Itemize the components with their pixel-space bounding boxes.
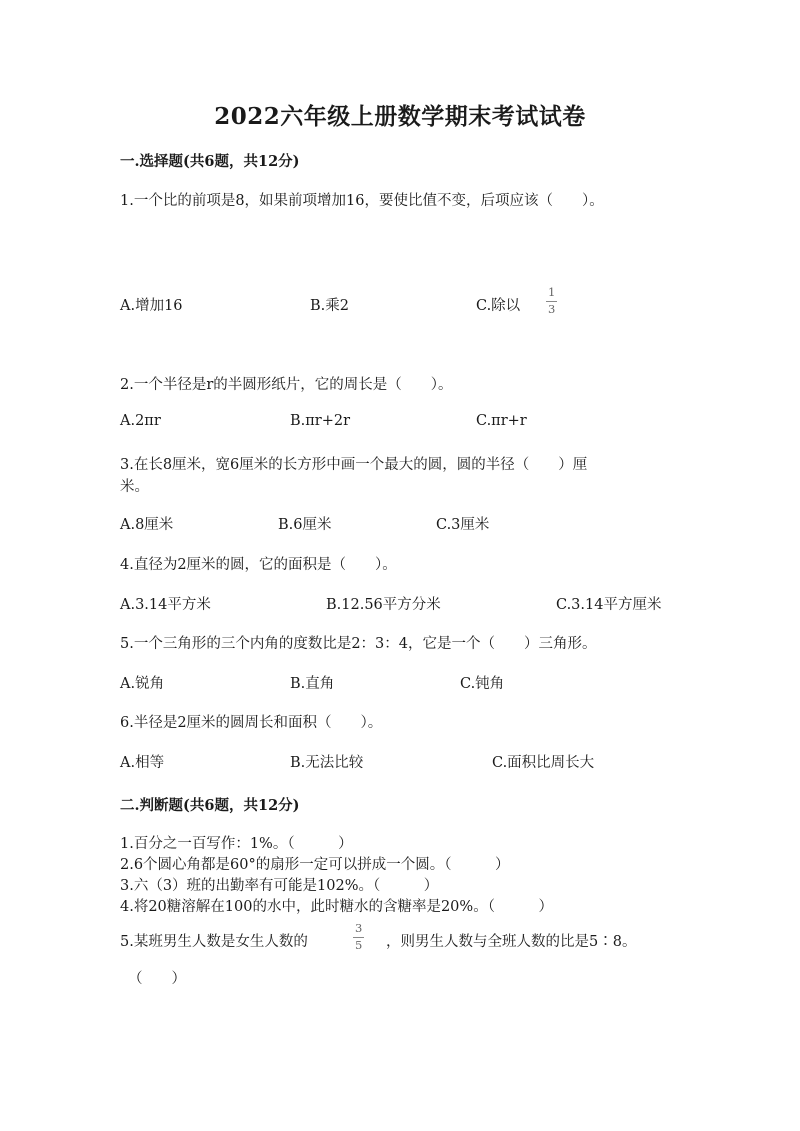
q4-option-c: C.3.14平方厘米 [556,597,662,613]
question-4: 4.直径为2厘米的圆，它的面积是（ ）。 [120,557,397,573]
fraction-denominator: 5 [355,937,363,952]
fraction-denominator: 3 [548,301,556,316]
q2-option-b: B.πr+2r [290,413,351,429]
q1-option-b: B.乘2 [310,298,349,314]
page-title: 2022六年级上册数学期末考试试卷 [214,103,586,130]
question-1: 1.一个比的前项是8，如果前项增加16，要使比值不变，后项应该（ ）。 [120,193,604,209]
section-heading-choice: 一.选择题(共6题，共12分) [120,153,300,170]
tf-item-1: 1.百分之一百写作：1%。（ ） [120,836,353,852]
q6-option-c: C.面积比周长大 [492,755,595,771]
q1-option-a: A.增加16 [120,298,183,314]
question-6: 6.半径是2厘米的圆周长和面积（ ）。 [120,715,383,731]
q2-option-a: A.2πr [120,413,161,429]
question-2: 2.一个半径是r的半圆形纸片，它的周长是（ ）。 [120,377,453,393]
q4-option-b: B.12.56平方分米 [326,597,441,613]
tf-item-5-bracket: （ ） [128,971,186,987]
tf-item-4: 4.将20糖溶解在100的水中，此时糖水的含糖率是20%。（ ） [120,899,553,915]
q5-option-a: A.锐角 [120,676,165,692]
q6-option-b: B.无法比较 [290,755,364,771]
q2-option-c: C.πr+r [476,413,527,429]
q3-option-c: C.3厘米 [436,517,490,533]
q5-option-c: C.钝角 [460,676,505,692]
tf-item-2: 2.6个圆心角都是60°的扇形一定可以拼成一个圆。（ ） [120,857,510,873]
question-5: 5.一个三角形的三个内角的度数比是2：3：4，它是一个（ ）三角形。 [120,636,597,652]
q3-option-b: B.6厘米 [278,517,332,533]
tf-item-3: 3.六（3）班的出勤率有可能是102%。（ ） [120,878,439,894]
fraction-numerator: 3 [353,923,364,938]
tf-item-5-fraction [353,923,364,951]
question-3-cont: 米。 [120,479,149,495]
fraction-numerator: 1 [546,287,557,302]
tf-item-5-after: ，则男生人数与全班人数的比是5∶8。 [386,934,637,950]
q1-fraction [546,287,557,315]
q6-option-a: A.相等 [120,755,165,771]
q3-option-a: A.8厘米 [120,517,174,533]
tf-item-5-before: 5.某班男生人数是女生人数的 [120,934,308,950]
question-3: 3.在长8厘米，宽6厘米的长方形中画一个最大的圆，圆的半径（ ）厘 [120,457,588,473]
q4-option-a: A.3.14平方米 [120,597,211,613]
q5-option-b: B.直角 [290,676,335,692]
section-heading-judgment: 二.判断题(共6题，共12分) [120,797,300,814]
q1-option-c: C.除以 [476,298,521,314]
